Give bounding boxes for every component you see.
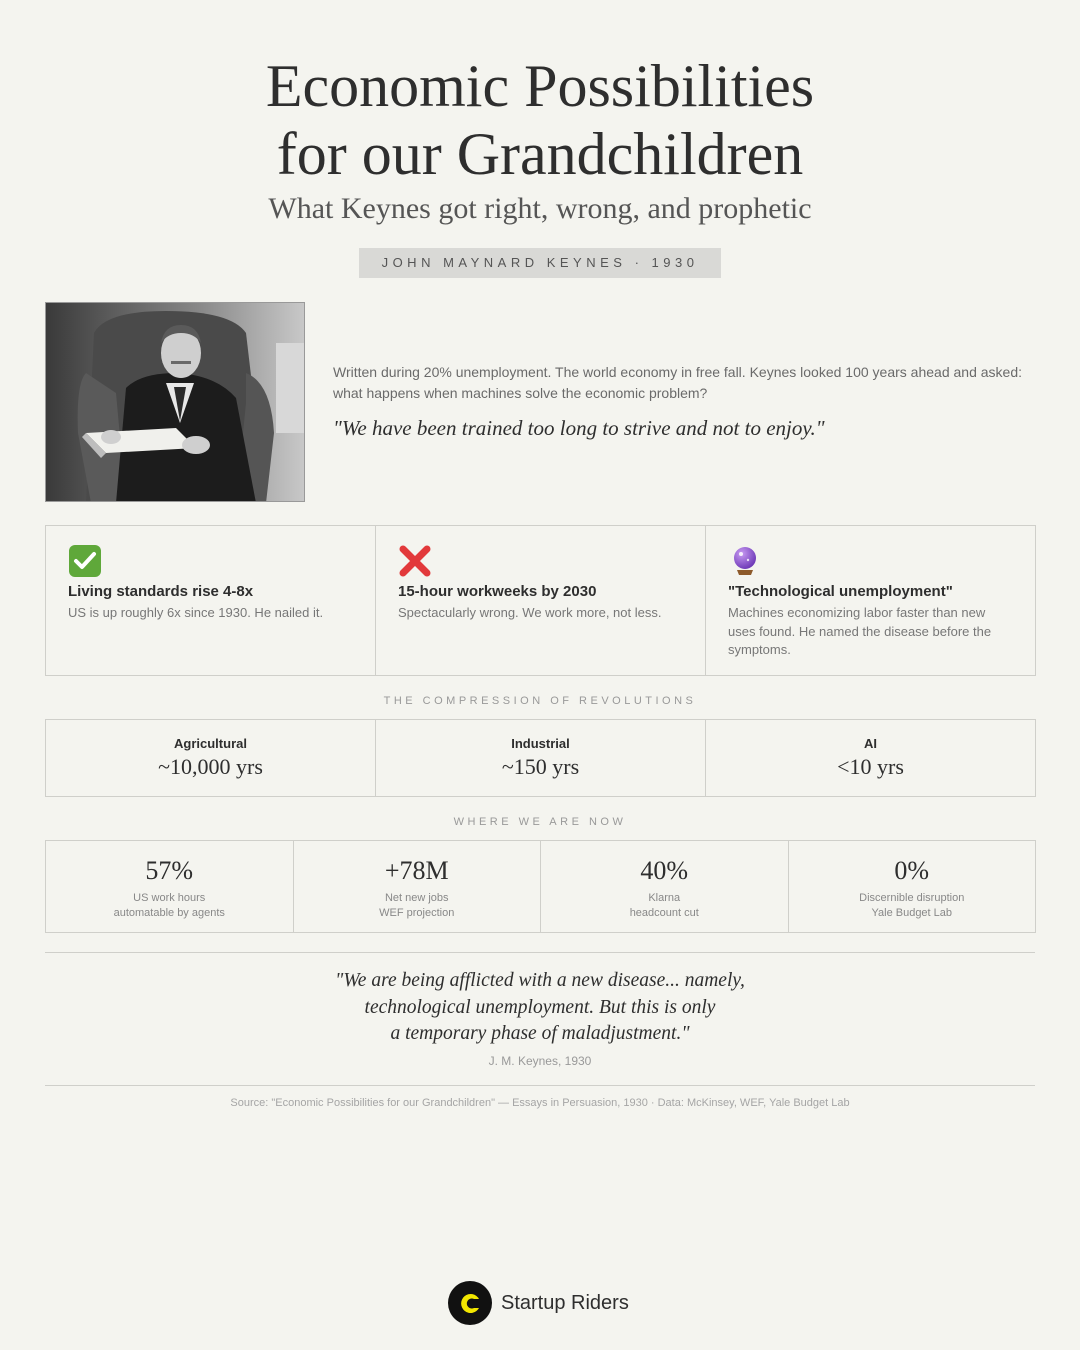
stat-label-line-1: Net new jobs	[384, 892, 449, 904]
crystal-ball-icon	[728, 544, 762, 578]
revolution-duration: <10 yrs	[837, 754, 904, 779]
stat-label	[789, 891, 1036, 921]
revolution-industrial	[376, 720, 706, 796]
stat-work-hours	[46, 841, 294, 932]
intro-text: Written during 20% unemployment. The world economy in free fall. Keynes looked 100 years ahead and asked: what happens when machines solve the economic problem?	[333, 364, 1022, 401]
stat-klarna	[541, 841, 789, 932]
stat-label-line-2: automatable by agents	[113, 907, 225, 919]
revolution-name: AI	[864, 736, 877, 751]
revolution-name: Industrial	[511, 736, 570, 751]
prediction-title: 15-hour workweeks by 2030	[398, 583, 597, 600]
prediction-title: "Technological unemployment"	[728, 583, 953, 600]
stat-value: +78M	[384, 856, 449, 885]
prediction-text: Machines economizing labor faster than new uses found. He named the disease before the symptoms.	[728, 605, 992, 657]
revolution-duration: ~10,000 yrs	[158, 754, 263, 779]
closing-quote-line-1: "We are being afflicted with a new disease... namely,	[335, 970, 745, 991]
prediction-card-tech-unemployment	[706, 526, 1035, 675]
intro-quote: "We have been trained too long to strive and not to enjoy."	[333, 416, 825, 440]
closing-quote-line-2: technological unemployment. But this is only	[364, 996, 716, 1018]
closing-quote-line-3: a temporary phase of maladjustment."	[390, 1023, 690, 1044]
stat-value: 57%	[145, 856, 194, 885]
stat-label-line-2: Yale Budget Lab	[871, 907, 953, 919]
revolutions-panel	[45, 719, 1036, 797]
brand	[448, 1281, 629, 1325]
title-line-1: Economic Possibilities	[265, 53, 815, 119]
revolution-name: Agricultural	[174, 736, 247, 751]
stat-label	[46, 891, 293, 921]
predictions-panel	[45, 525, 1036, 676]
keynes-portrait	[45, 302, 305, 502]
title-line-2: for our Grandchildren	[276, 121, 804, 187]
stat-label-line-1: Discernible disruption	[859, 892, 965, 904]
revolutions-section-label: THE COMPRESSION OF REVOLUTIONS	[383, 695, 697, 707]
stat-label-line-1: Klarna	[648, 892, 681, 904]
closing-quote	[0, 968, 1080, 1048]
prediction-text: Spectacularly wrong. We work more, not less.	[398, 605, 662, 620]
prediction-text: US is up roughly 6x since 1930. He nailed it.	[68, 605, 324, 620]
prediction-card-living-standards	[46, 526, 376, 675]
stat-value: 40%	[640, 856, 689, 885]
check-mark-icon	[68, 544, 102, 578]
brand-name: Startup Riders	[501, 1291, 629, 1314]
stat-label	[541, 891, 788, 921]
source-note: Source: "Economic Possibilities for our Grandchildren" — Essays in Persuasion, 1930 · Data: McKinsey, WEF, Yale Budget Lab	[230, 1097, 850, 1109]
divider-bottom	[45, 1085, 1035, 1086]
prediction-title: Living standards rise 4-8x	[68, 583, 254, 600]
startup-riders-logo-icon	[448, 1281, 492, 1325]
prediction-card-workweek	[376, 526, 706, 675]
revolution-duration: ~150 yrs	[501, 754, 580, 779]
stats-panel	[45, 840, 1036, 933]
stat-label-line-2: headcount cut	[629, 907, 699, 919]
stat-disruption	[789, 841, 1036, 932]
page-subtitle: What Keynes got right, wrong, and prophetic	[268, 192, 812, 225]
stat-label-line-2: WEF projection	[379, 907, 455, 919]
author-badge: JOHN MAYNARD KEYNES · 1930	[359, 248, 721, 278]
revolution-agricultural	[46, 720, 376, 796]
quote-attribution: J. M. Keynes, 1930	[488, 1054, 592, 1068]
now-section-label: WHERE WE ARE NOW	[453, 816, 627, 828]
stat-new-jobs	[294, 841, 542, 932]
stat-value: 0%	[894, 856, 930, 885]
stat-label-line-1: US work hours	[133, 892, 206, 904]
page-title	[0, 52, 1080, 188]
stat-label	[294, 891, 541, 921]
revolution-ai	[706, 720, 1035, 796]
divider-top	[45, 952, 1035, 953]
cross-mark-icon	[398, 544, 432, 578]
